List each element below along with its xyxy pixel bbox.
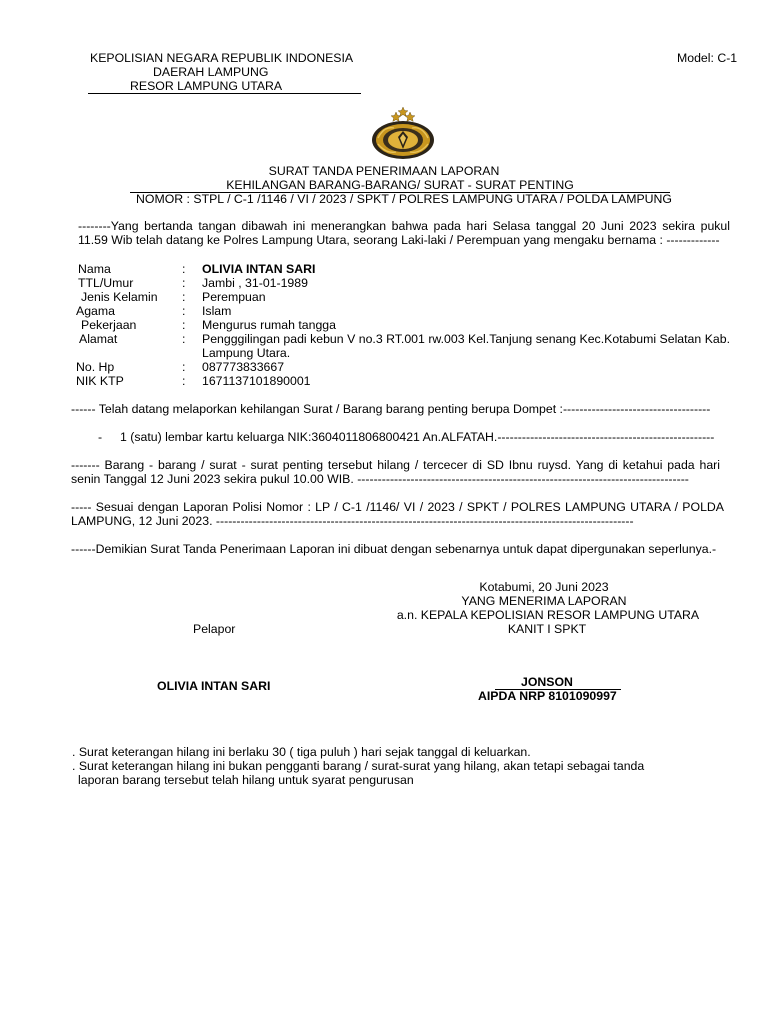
- lost-item-bullet: -: [98, 430, 103, 444]
- label-pekerjaan: Pekerjaan: [81, 318, 137, 332]
- lost-item-text: 1 (satu) lembar kartu keluarga NIK:3604011806800421 An.ALFATAH.-----------------------------------------------------: [120, 430, 715, 444]
- document-title: SURAT TANDA PENERIMAAN LAPORAN: [268, 164, 500, 178]
- header-agency: KEPOLISIAN NEGARA REPUBLIK INDONESIA: [90, 51, 354, 65]
- police-report-paragraph: ----- Sesuai dengan Laporan Polisi Nomor : LP / C-1 /1146/ VI / 2023 / SPKT / POLRES LAMPUNG UTARA / POLDA LAMPUNG, 12 Juni 2023. ------------------------------------------------------------------------------------------------------: [71, 500, 724, 528]
- signature-on-behalf: a.n. KEPALA KEPOLISIAN RESOR LAMPUNG UTARA: [396, 608, 700, 622]
- value-alamat: Pengggilingan padi kebun V no.3 RT.001 rw.003 Kel.Tanjung senang Kec.Kotabumi Selatan Kab. Lampung Utara.: [202, 332, 730, 360]
- colon: :: [182, 332, 186, 346]
- label-alamat: Alamat: [79, 332, 118, 346]
- colon: :: [182, 276, 186, 290]
- colon: :: [182, 374, 186, 388]
- value-ttl: Jambi , 31-01-1989: [202, 276, 308, 290]
- document-number: NOMOR : STPL / C-1 /1146 / VI / 2023 / SPKT / POLRES LAMPUNG UTARA / POLDA LAMPUNG: [136, 192, 672, 206]
- label-nik-ktp: NIK KTP: [76, 374, 124, 388]
- document-subtitle: KEHILANGAN BARANG-BARANG/ SURAT - SURAT PENTING: [130, 178, 670, 193]
- officer-name-line: [495, 675, 621, 690]
- note-not-replacement-cont: laporan barang tersebut telah hilang untuk syarat pengurusan: [78, 773, 414, 787]
- label-jenis-kelamin: Jenis Kelamin: [81, 290, 158, 304]
- colon: :: [182, 262, 186, 276]
- officer-nrp: AIPDA NRP 8101090997: [478, 689, 617, 703]
- label-ttl: TTL/Umur: [78, 276, 134, 290]
- form-model-label: Model: C-1: [677, 51, 738, 65]
- header-resort-text: RESOR LAMPUNG UTARA: [130, 79, 283, 93]
- closing-paragraph: ------Demikian Surat Tanda Penerimaan Laporan ini dibuat dengan sebenarnya untuk dapat dipergunakan seperlunya.-: [71, 542, 717, 556]
- header-region: DAERAH LAMPUNG: [153, 65, 269, 79]
- lost-location-paragraph: ------- Barang - barang / surat - surat penting tersebut hilang / tercecer di SD Ibnu ruysd. Yang di ketahui pada hari senin Tanggal 12 Juni 2023 sekira pukul 10.00 WIB. ---------------------------------------------------------------------------------: [71, 458, 720, 486]
- note-validity: . Surat keterangan hilang ini berlaku 30 ( tiga puluh ) hari sejak tanggal di keluarkan.: [72, 745, 531, 759]
- value-jenis-kelamin: Perempuan: [202, 290, 266, 304]
- colon: :: [182, 290, 186, 304]
- value-pekerjaan: Mengurus rumah tangga: [202, 318, 336, 332]
- label-agama: Agama: [76, 304, 115, 318]
- reporter-label: Pelapor: [193, 622, 236, 636]
- note-not-replacement: . Surat keterangan hilang ini bukan pengganti barang / surat-surat yang hilang, akan tetapi sebagai tanda: [72, 759, 645, 773]
- value-nama: OLIVIA INTAN SARI: [202, 262, 316, 276]
- label-nama: Nama: [78, 262, 111, 276]
- signature-unit: KANIT I SPKT: [507, 622, 587, 636]
- value-agama: Islam: [202, 304, 232, 318]
- value-no-hp: 087773833667: [202, 360, 285, 374]
- header-resort: [88, 79, 361, 94]
- reporter-name: OLIVIA INTAN SARI: [157, 679, 271, 693]
- value-nik-ktp: 1671137101890001: [202, 374, 311, 388]
- colon: :: [182, 304, 186, 318]
- colon: :: [182, 318, 186, 332]
- intro-paragraph: --------Yang bertanda tangan dibawah ini menerangkan bahwa pada hari Selasa tanggal 20 Juni 2023 sekira pukul 11.59 Wib telah datang ke Polres Lampung Utara, seorang Laki-laki / Perempuan yang mengaku bernama : -------------: [78, 219, 730, 247]
- police-emblem-icon: [370, 104, 436, 162]
- colon: :: [182, 360, 186, 374]
- report-paragraph: ------ Telah datang melaporkan kehilangan Surat / Barang barang penting berupa Dompet :------------------------------------: [71, 402, 711, 416]
- signature-receiver-title: YANG MENERIMA LAPORAN: [461, 594, 627, 608]
- officer-name: JONSON: [521, 675, 573, 689]
- label-no-hp: No. Hp: [76, 360, 115, 374]
- signature-place-date: Kotabumi, 20 Juni 2023: [479, 580, 609, 594]
